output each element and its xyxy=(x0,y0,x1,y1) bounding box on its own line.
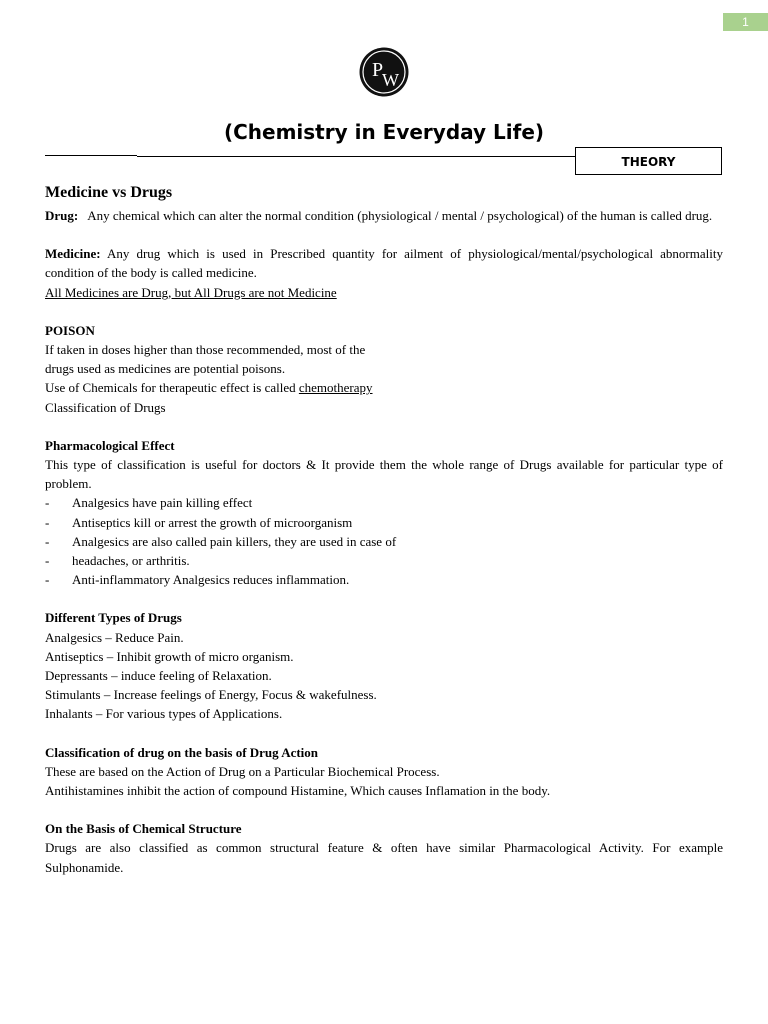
pw-logo xyxy=(359,47,409,97)
drug-type-line: Antiseptics – Inhibit growth of micro organism. xyxy=(45,648,294,664)
list-item: - Analgesics are also called pain killers, they are used in case of xyxy=(45,532,723,551)
drug-text: Any chemical which can alter the normal condition (physiological / mental / psychological) of the human is called drug. xyxy=(87,208,713,223)
drug-type-line: Stimulants – Increase feelings of Energy, Focus & wakefulness. xyxy=(45,687,377,703)
medicine-label: Medicine: xyxy=(45,246,101,262)
chemotherapy-term: chemotherapy xyxy=(298,380,373,396)
logo-letter-p: P xyxy=(372,59,384,81)
list-item: - Anti-inflammatory Analgesics reduces inflammation. xyxy=(45,570,723,589)
drug-type-line: Analgesics – Reduce Pain. xyxy=(45,629,184,645)
pharmacological-heading: Pharmacological Effect xyxy=(45,437,175,453)
title-rule-main xyxy=(137,156,575,157)
drug-action-heading: Classification of drug on the basis of Drug Action xyxy=(45,744,319,760)
page-title: (Chemistry in Everyday Life) xyxy=(223,120,545,144)
theory-label-box: THEORY xyxy=(575,147,722,175)
poison-line-2: drugs used as medicines are potential poisons. xyxy=(45,361,286,377)
pharmacological-text: This type of classification is useful for doctors & It provide them the whole range of Drugs available for particular type of problem. xyxy=(45,457,723,492)
drug-type-line: Inhalants – For various types of Applications. xyxy=(45,706,283,722)
chemical-structure-text: Drugs are also classified as common structural feature & often have similar Pharmacological Activity. For example Sulphonamide. xyxy=(45,840,723,875)
poison-line-1: If taken in doses higher than those recommended, most of the xyxy=(45,342,366,358)
section-heading-medicine-vs-drugs: Medicine vs Drugs xyxy=(45,184,173,201)
logo-letter-w: W xyxy=(382,70,399,90)
page-number-badge: 1 xyxy=(723,13,768,31)
chemical-structure-heading: On the Basis of Chemical Structure xyxy=(45,821,242,837)
list-item: - headaches, or arthritis. xyxy=(45,551,723,570)
poison-line-3-text: Use of Chemicals for therapeutic effect is called xyxy=(45,380,299,396)
drug-label: Drug: xyxy=(45,208,79,223)
drug-action-line-2: Antihistamines inhibit the action of compound Histamine, Which causes Inflamation in the body. xyxy=(45,783,551,799)
title-rule-left xyxy=(45,155,137,156)
document-body xyxy=(45,181,723,877)
poison-line-3 xyxy=(45,378,723,397)
pharmacological-list xyxy=(45,493,723,589)
list-item: - Antiseptics kill or arrest the growth of microorganism xyxy=(45,513,723,532)
medicine-text: Any drug which is used in Prescribed quantity for ailment of physiological/mental/psychological abnormality condition of the body is called medicine. xyxy=(45,246,723,281)
poison-heading: POISON xyxy=(45,322,95,338)
drug-types-heading: Different Types of Drugs xyxy=(45,610,182,626)
drug-action-line-1: These are based on the Action of Drug on a Particular Biochemical Process. xyxy=(45,763,440,779)
medicine-drug-note: All Medicines are Drug, but All Drugs are not Medicine xyxy=(45,284,337,300)
poison-line-4: Classification of Drugs xyxy=(45,399,166,415)
drug-type-line: Depressants – induce feeling of Relaxation. xyxy=(45,668,272,684)
medicine-definition xyxy=(45,244,723,282)
drug-definition xyxy=(45,206,723,225)
list-item: - Analgesics have pain killing effect xyxy=(45,493,723,512)
